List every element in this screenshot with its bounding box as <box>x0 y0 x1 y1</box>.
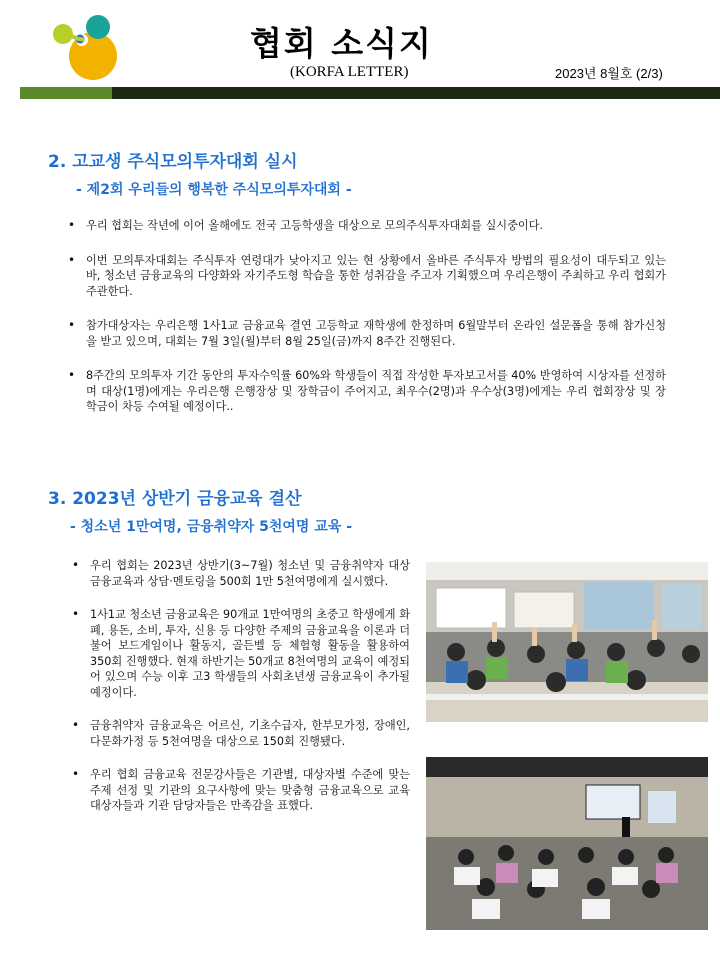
section3-bullet-list <box>70 558 410 832</box>
page-header <box>0 0 720 100</box>
list-item: • 우리 협회는 2023년 상반기(3~7월) 청소년 및 금융취약자 대상 금융교육과 상담·멘토링을 500회 1만 5천여명에게 실시했다. <box>70 558 410 589</box>
section3-heading: 3. 2023년 상반기 금융교육 결산 <box>48 489 302 509</box>
section3-subheading: - 청소년 1만여명, 금융취약자 5천여명 교육 - <box>70 519 353 535</box>
list-item: • 금융취약자 금융교육은 어르신, 기초수급자, 한부모가정, 장애인, 다문화가정 등 5천여명을 대상으로 150회 진행됐다. <box>70 718 410 749</box>
list-item: • 우리 협회는 작년에 이어 올해에도 전국 고등학생을 대상으로 모의주식투자대회를 실시중이다. <box>66 218 666 234</box>
list-item: • 이번 모의투자대회는 주식투자 연령대가 낮아지고 있는 현 상황에서 올바른 주식투자 방법의 필요성이 대두되고 있는 바, 청소년 금융교육의 다양화와 자기주도형 학습을 통한 성취감을 주고자 기획했으며 우리은행이 주최하고 우리 협회가 주관한다. <box>66 253 666 300</box>
section2-bullet-list <box>66 218 666 434</box>
header-accent-bar <box>20 87 112 99</box>
section2-heading: 2. 고교생 주식모의투자대회 실시 <box>48 152 298 172</box>
list-item: • 참가대상자는 우리은행 1사1교 금융교육 결연 고등학교 재학생에 한정하며 6월말부터 온라인 설문폼을 통해 참가신청을 받고 있으며, 대회는 7월 3일(월)부터 8월 25일(금)까지 8주간 진행된다. <box>66 318 666 349</box>
issue-number: 2023년 8월호 (2/3) <box>555 66 663 81</box>
korfa-logo-icon <box>48 10 128 82</box>
lecture-hall-photo <box>426 757 708 930</box>
list-item: • 우리 협회 금융교육 전문강사들은 기관별, 대상자별 수준에 맞는 주제 선정 및 기관의 요구사항에 맞는 맞춤형 금융교육으로 교육대상자들과 기관 담당자들은 만족감을 표했다. <box>70 767 410 814</box>
classroom-students-photo <box>426 562 708 722</box>
list-item: • 8주간의 모의투자 기간 동안의 투자수익률 60%와 학생들이 직접 작성한 투자보고서를 40% 반영하여 시상자를 선정하며 대상(1명)에게는 우리은행 은행장상 및 장학금이 주어지고, 최우수(2명)과 우수상(3명)에게는 우리 협회장상 및 장학금이 차등 수여될 예정이다.. <box>66 368 666 415</box>
section2-subheading: - 제2회 우리들의 행복한 주식모의투자대회 - <box>76 182 352 198</box>
page-title: 협회 소식지 <box>250 24 433 63</box>
header-divider-bar <box>112 87 720 99</box>
list-item: • 1사1교 청소년 금융교육은 90개교 1만여명의 초중고 학생에게 화폐, 용돈, 소비, 투자, 신용 등 다양한 주제의 금융교육을 이론과 더불어 보드게임이나 활동지, 골든벨 등 체험형 활동을 활용하여 350회 진행했다. 현재 하반기는 50개교 8천여명의 교육이 예정되어 있으며 수능 이후 고3 학생들의 사회초년생 금융교육이 추가될 예정이다. <box>70 607 410 700</box>
page-subtitle: (KORFA LETTER) <box>290 64 409 80</box>
